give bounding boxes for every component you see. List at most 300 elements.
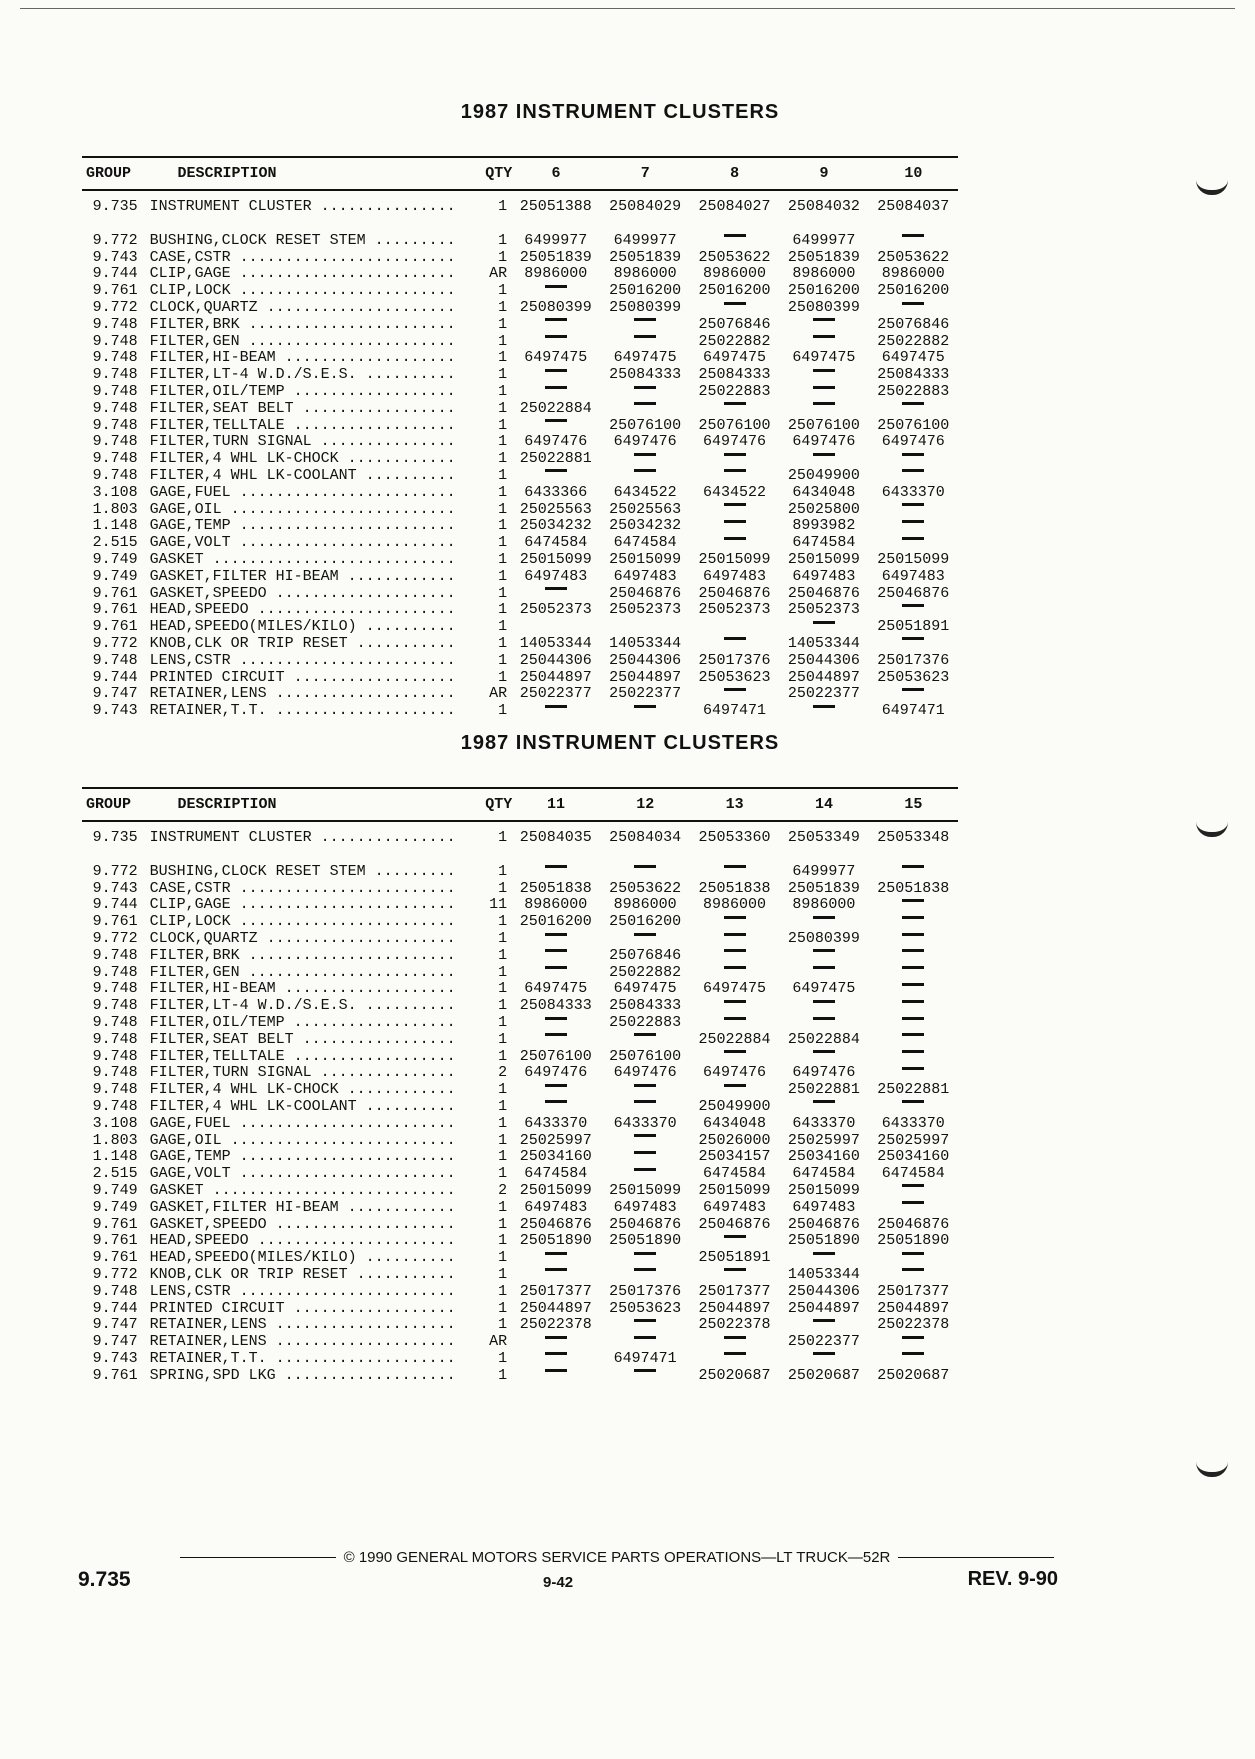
part-number-cell — [779, 948, 868, 965]
copyright-text: © 1990 GENERAL MOTORS SERVICE PARTS OPERATIONS—LT TRUCK—52R — [343, 1549, 891, 1566]
group-cell: 1.148 — [92, 1148, 138, 1166]
part-number-cell: 25046876 — [698, 1215, 771, 1233]
part-number-cell: 25084333 — [698, 366, 771, 384]
group-cell: 9.735 — [92, 198, 138, 215]
part-number-cell: 25020687 — [787, 1366, 860, 1384]
part-number-cell: 6497476 — [524, 433, 588, 451]
not-applicable-dash — [902, 865, 924, 868]
not-applicable-dash — [724, 1050, 746, 1053]
part-number-cell: 25080399 — [787, 929, 860, 947]
part-number-cell: 25022883 — [698, 382, 771, 400]
part-number-cell: 6497476 — [703, 433, 767, 451]
not-applicable-dash — [813, 1319, 835, 1322]
not-applicable-dash — [902, 1000, 924, 1003]
part-number-cell: 6497475 — [524, 349, 588, 367]
part-number-cell — [690, 636, 779, 653]
qty-cell: 1 — [498, 1165, 508, 1183]
part-number-cell: 25051890 — [877, 1232, 950, 1250]
part-number-cell — [690, 1351, 779, 1368]
not-applicable-dash — [813, 386, 835, 389]
description-cell: FILTER,BRK ....................... — [149, 316, 456, 333]
not-applicable-dash — [813, 621, 835, 624]
group-cell: 9.748 — [92, 1047, 138, 1065]
part-number-cell: 25016200 — [609, 282, 682, 300]
part-number-cell — [511, 418, 600, 435]
header-col: 9 — [819, 165, 829, 182]
not-applicable-dash — [724, 949, 746, 952]
group-cell: 9.748 — [92, 433, 138, 451]
part-number-cell: 14053344 — [787, 1265, 860, 1283]
part-number-cell — [779, 914, 868, 931]
not-applicable-dash — [724, 637, 746, 640]
part-number-cell: 25044897 — [519, 668, 592, 686]
not-applicable-dash — [724, 865, 746, 868]
not-applicable-dash — [813, 1352, 835, 1355]
part-number-cell: 6497475 — [613, 980, 677, 998]
not-applicable-dash — [813, 318, 835, 321]
part-number-cell: 25076100 — [519, 1047, 592, 1065]
group-cell: 9.744 — [92, 896, 138, 914]
not-applicable-dash — [545, 865, 567, 868]
not-applicable-dash — [545, 949, 567, 952]
part-number-cell: 6497476 — [792, 1064, 856, 1082]
part-number-cell — [779, 1049, 868, 1066]
not-applicable-dash — [813, 1252, 835, 1255]
part-number-cell — [690, 619, 779, 636]
part-number-cell: 25026000 — [698, 1131, 771, 1149]
not-applicable-dash — [724, 520, 746, 523]
description-cell: FILTER,4 WHL LK-COOLANT .......... — [149, 1098, 456, 1115]
group-cell: 9.735 — [92, 829, 138, 846]
qty-cell: 1 — [498, 1316, 508, 1334]
qty-cell: 1 — [498, 1148, 508, 1166]
part-number-cell — [869, 914, 958, 931]
group-cell: 9.749 — [92, 550, 138, 568]
part-number-cell: 6497471 — [613, 1349, 677, 1367]
description-cell: CLIP,LOCK ........................ — [149, 283, 456, 300]
group-cell: 9.748 — [92, 332, 138, 350]
qty-cell: 1 — [498, 913, 508, 931]
part-number-cell: 25034160 — [787, 1148, 860, 1166]
group-cell: 9.749 — [92, 567, 138, 585]
part-number-cell: 25051388 — [519, 198, 592, 215]
group-cell: 9.761 — [92, 1232, 138, 1250]
header-col: 14 — [814, 796, 833, 813]
group-cell: 9.748 — [92, 416, 138, 434]
part-number-cell: 25053622 — [877, 248, 950, 266]
part-number-cell — [511, 1082, 600, 1099]
part-number-cell: 6499977 — [613, 231, 677, 249]
not-applicable-dash — [902, 1033, 924, 1036]
part-number-cell: 25044897 — [787, 1299, 860, 1317]
table-row — [82, 653, 958, 670]
part-number-cell: 25044306 — [787, 651, 860, 669]
table-row — [82, 300, 958, 317]
part-number-cell: 25022377 — [609, 685, 682, 703]
not-applicable-dash — [545, 369, 567, 372]
part-number-cell: 25015099 — [519, 550, 592, 568]
description-cell: FILTER,BRK ....................... — [149, 947, 456, 964]
not-applicable-dash — [724, 503, 746, 506]
part-number-cell — [600, 1250, 689, 1267]
part-number-cell: 25025563 — [519, 500, 592, 518]
part-number-cell — [511, 468, 600, 485]
part-number-cell: 25034160 — [877, 1148, 950, 1166]
not-applicable-dash — [634, 386, 656, 389]
group-cell: 9.748 — [92, 1013, 138, 1031]
part-number-cell: 25051838 — [519, 879, 592, 897]
description-cell: RETAINER,T.T. .................... — [149, 1350, 456, 1367]
table-row — [82, 914, 958, 931]
table-row — [82, 266, 958, 283]
not-applicable-dash — [634, 1134, 656, 1137]
part-number-cell: 25016200 — [877, 282, 950, 300]
not-applicable-dash — [545, 1033, 567, 1036]
part-number-cell — [690, 451, 779, 468]
part-number-cell — [690, 1082, 779, 1099]
part-number-cell — [690, 914, 779, 931]
part-number-cell — [690, 502, 779, 519]
part-number-cell — [869, 1250, 958, 1267]
part-number-cell — [690, 233, 779, 250]
not-applicable-dash — [902, 302, 924, 305]
part-number-cell — [600, 468, 689, 485]
group-cell: 9.748 — [92, 466, 138, 484]
part-number-cell: 25022377 — [787, 685, 860, 703]
description-cell: GAGE,VOLT ........................ — [149, 1166, 456, 1183]
table-row — [82, 881, 958, 898]
table-row — [82, 1250, 958, 1267]
part-number-cell: 6433370 — [613, 1114, 677, 1132]
group-cell: 1.803 — [92, 1131, 138, 1149]
table-row — [82, 670, 958, 687]
part-number-cell — [690, 948, 779, 965]
description-cell: FILTER,4 WHL LK-CHOCK ............ — [149, 1082, 456, 1099]
part-number-cell: 25051839 — [519, 248, 592, 266]
part-number-cell: 6433370 — [881, 1114, 945, 1132]
part-number-cell: 25044897 — [877, 1299, 950, 1317]
part-number-cell — [779, 1099, 868, 1116]
qty-cell: 1 — [498, 433, 508, 451]
part-number-cell — [690, 468, 779, 485]
part-number-cell: 25051838 — [698, 879, 771, 897]
group-cell: 9.748 — [92, 946, 138, 964]
part-number-cell: 25022882 — [877, 332, 950, 350]
not-applicable-dash — [902, 916, 924, 919]
binder-ring-mark — [1196, 180, 1228, 195]
part-number-cell: 25051839 — [609, 248, 682, 266]
part-number-cell — [869, 1267, 958, 1284]
qty-cell: 2 — [498, 1181, 508, 1199]
not-applicable-dash — [724, 1000, 746, 1003]
part-number-cell — [511, 1099, 600, 1116]
part-number-cell — [690, 300, 779, 317]
not-applicable-dash — [724, 1336, 746, 1339]
table-row — [82, 350, 958, 367]
part-number-cell — [779, 384, 868, 401]
part-number-cell: 6434048 — [792, 483, 856, 501]
part-number-cell — [869, 636, 958, 653]
section-title: 1987 INSTRUMENT CLUSTERS — [460, 101, 780, 123]
part-number-cell: 6497476 — [881, 433, 945, 451]
header-qty: QTY — [485, 165, 513, 182]
qty-cell: AR — [489, 1333, 508, 1351]
group-cell: 9.748 — [92, 450, 138, 468]
part-number-cell: 25084029 — [609, 198, 682, 215]
not-applicable-dash — [634, 1319, 656, 1322]
group-cell: 9.748 — [92, 1097, 138, 1115]
qty-cell: 1 — [498, 829, 508, 846]
group-cell: 9.748 — [92, 963, 138, 981]
table-row — [82, 518, 958, 535]
not-applicable-dash — [634, 705, 656, 708]
part-number-cell — [511, 283, 600, 300]
description-cell: GASKET,FILTER HI-BEAM ............ — [149, 1199, 456, 1216]
part-number-cell: 6497476 — [792, 433, 856, 451]
group-cell: 2.515 — [92, 534, 138, 552]
description-cell: FILTER,TELLTALE .................. — [149, 1048, 456, 1065]
part-number-cell: 6433366 — [524, 483, 588, 501]
part-number-cell — [600, 1082, 689, 1099]
not-applicable-dash — [545, 1252, 567, 1255]
part-number-cell: 6497475 — [881, 349, 945, 367]
not-applicable-dash — [545, 419, 567, 422]
part-number-cell: 6497483 — [792, 1198, 856, 1216]
description-cell: FILTER,HI-BEAM ................... — [149, 981, 456, 998]
part-number-cell: 6474584 — [792, 1165, 856, 1183]
part-number-cell: 25022884 — [519, 399, 592, 417]
description-cell: CLIP,GAGE ........................ — [149, 266, 456, 283]
group-cell: 9.743 — [92, 879, 138, 897]
qty-cell: 1 — [498, 1249, 508, 1267]
part-number-cell — [511, 1351, 600, 1368]
part-number-cell — [869, 1334, 958, 1351]
footer-rule — [898, 1557, 1054, 1558]
description-cell: GASKET ........................... — [149, 1182, 456, 1199]
part-number-cell: 25044897 — [609, 668, 682, 686]
part-number-cell — [779, 703, 868, 720]
qty-cell: 1 — [498, 1047, 508, 1065]
table-row — [82, 619, 958, 636]
part-number-cell — [511, 948, 600, 965]
part-number-cell: 6497483 — [703, 567, 767, 585]
table-row — [82, 897, 958, 914]
table-row — [82, 1301, 958, 1318]
part-number-cell: 6497476 — [613, 1064, 677, 1082]
description-cell: INSTRUMENT CLUSTER ............... — [149, 830, 456, 846]
group-cell: 9.748 — [92, 1081, 138, 1099]
description-cell: RETAINER,T.T. .................... — [149, 703, 456, 720]
table-row — [82, 468, 958, 485]
group-cell: 9.748 — [92, 349, 138, 367]
not-applicable-dash — [545, 335, 567, 338]
not-applicable-dash — [902, 1017, 924, 1020]
header-col: 15 — [904, 796, 923, 813]
not-applicable-dash — [634, 1084, 656, 1087]
part-number-cell: 6497483 — [881, 567, 945, 585]
table-row — [82, 552, 958, 569]
part-number-cell: 6497475 — [524, 980, 588, 998]
header-col: 10 — [904, 165, 923, 182]
not-applicable-dash — [545, 705, 567, 708]
qty-cell: 2 — [498, 1064, 508, 1082]
part-number-cell: 25052373 — [698, 601, 771, 619]
qty-cell: 1 — [498, 1131, 508, 1149]
table-row — [82, 686, 958, 703]
description-cell: RETAINER,LENS .................... — [149, 1334, 456, 1351]
table-row — [82, 434, 958, 451]
part-number-cell — [600, 1166, 689, 1183]
qty-cell: 1 — [498, 1215, 508, 1233]
table-row — [82, 1149, 958, 1166]
table-row — [82, 703, 958, 720]
not-applicable-dash — [813, 402, 835, 405]
part-number-cell — [600, 384, 689, 401]
table-row — [82, 502, 958, 519]
table-row — [82, 586, 958, 603]
qty-cell: 1 — [498, 946, 508, 964]
not-applicable-dash — [545, 966, 567, 969]
section-title: 1987 INSTRUMENT CLUSTERS — [460, 732, 780, 754]
description-cell: GAGE,FUEL ........................ — [149, 484, 456, 501]
part-number-cell: 25022378 — [519, 1316, 592, 1334]
table-row — [82, 1284, 958, 1301]
qty-cell: 1 — [498, 963, 508, 981]
page-footer — [78, 1549, 1058, 1592]
part-number-cell — [600, 931, 689, 948]
table-row — [82, 199, 958, 216]
part-number-cell: 25022882 — [609, 963, 682, 981]
description-cell: KNOB,CLK OR TRIP RESET ........... — [149, 1266, 456, 1283]
header-group: GROUP — [86, 165, 132, 182]
not-applicable-dash — [724, 1017, 746, 1020]
description-cell: FILTER,LT-4 W.D./S.E.S. .......... — [149, 367, 456, 384]
table-row — [82, 998, 958, 1015]
table-row — [82, 317, 958, 334]
part-number-cell: 25053622 — [698, 248, 771, 266]
part-number-cell — [511, 1032, 600, 1049]
part-number-cell: 25051839 — [787, 248, 860, 266]
part-number-cell: 25022884 — [698, 1030, 771, 1048]
part-number-cell: 25076846 — [698, 315, 771, 333]
table-row — [82, 1015, 958, 1032]
part-number-cell: 8993982 — [792, 517, 856, 535]
part-number-cell — [779, 367, 868, 384]
part-number-cell — [690, 931, 779, 948]
part-number-cell: 8986000 — [524, 896, 588, 914]
description-cell: FILTER,4 WHL LK-CHOCK ............ — [149, 451, 456, 468]
not-applicable-dash — [724, 402, 746, 405]
qty-cell: 1 — [498, 366, 508, 384]
header-description: DESCRIPTION — [177, 796, 277, 813]
table-row — [82, 1200, 958, 1217]
part-number-cell: 25017376 — [609, 1282, 682, 1300]
part-number-cell: 25044306 — [787, 1282, 860, 1300]
part-number-cell: 25044897 — [698, 1299, 771, 1317]
part-number-cell: 25025800 — [787, 500, 860, 518]
not-applicable-dash — [902, 469, 924, 472]
not-applicable-dash — [813, 916, 835, 919]
group-cell: 9.748 — [92, 382, 138, 400]
part-number-cell — [511, 703, 600, 720]
description-cell: CLIP,LOCK ........................ — [149, 914, 456, 931]
table-row — [82, 948, 958, 965]
part-number-cell: 25044897 — [519, 1299, 592, 1317]
group-number: 9.735 — [78, 1568, 131, 1591]
header-group: GROUP — [86, 796, 132, 813]
part-number-cell — [779, 998, 868, 1015]
not-applicable-dash — [724, 933, 746, 936]
not-applicable-dash — [545, 1336, 567, 1339]
qty-cell: 1 — [498, 315, 508, 333]
part-number-cell — [690, 998, 779, 1015]
description-cell: PRINTED CIRCUIT .................. — [149, 669, 456, 686]
table-row — [82, 1317, 958, 1334]
qty-cell: 1 — [498, 601, 508, 619]
part-number-cell — [600, 1032, 689, 1049]
description-cell: RETAINER,LENS .................... — [149, 1317, 456, 1334]
part-number-cell: 6497483 — [524, 567, 588, 585]
table-row — [82, 334, 958, 351]
not-applicable-dash — [902, 933, 924, 936]
description-cell: FILTER,HI-BEAM ................... — [149, 350, 456, 367]
description-cell: PRINTED CIRCUIT .................. — [149, 1300, 456, 1317]
qty-cell: 1 — [498, 450, 508, 468]
part-number-cell: 25049900 — [787, 466, 860, 484]
group-cell: 9.748 — [92, 1064, 138, 1082]
qty-cell: 1 — [498, 651, 508, 669]
part-number-cell — [600, 1133, 689, 1150]
part-number-cell — [779, 451, 868, 468]
part-number-cell — [869, 998, 958, 1015]
table-row — [82, 1082, 958, 1099]
part-number-cell: 25053360 — [698, 829, 771, 846]
part-number-cell: 8986000 — [881, 265, 945, 283]
description-cell: FILTER,TURN SIGNAL ............... — [149, 1065, 456, 1082]
part-number-cell — [779, 965, 868, 982]
description-cell: FILTER,OIL/TEMP .................. — [149, 383, 456, 400]
table-row — [82, 636, 958, 653]
not-applicable-dash — [545, 1268, 567, 1271]
table-row — [82, 1217, 958, 1234]
qty-cell: 1 — [498, 1366, 508, 1384]
part-number-cell: 25052373 — [787, 601, 860, 619]
qty-cell: 1 — [498, 416, 508, 434]
not-applicable-dash — [634, 1369, 656, 1372]
qty-cell: 1 — [498, 862, 508, 880]
part-number-cell — [511, 931, 600, 948]
part-number-cell — [600, 1317, 689, 1334]
description-cell: SPRING,SPD LKG ................... — [149, 1367, 456, 1384]
not-applicable-dash — [634, 1168, 656, 1171]
group-cell: 9.772 — [92, 231, 138, 249]
header-col: 8 — [730, 165, 740, 182]
part-number-cell: 25017377 — [877, 1282, 950, 1300]
qty-cell: 1 — [498, 231, 508, 249]
part-number-cell — [600, 619, 689, 636]
part-number-cell: 6497475 — [792, 980, 856, 998]
part-number-cell — [869, 1065, 958, 1082]
part-number-cell: 6497471 — [703, 702, 767, 720]
qty-cell: 1 — [498, 382, 508, 400]
part-number-cell — [600, 1368, 689, 1385]
group-cell: 9.761 — [92, 584, 138, 602]
part-number-cell: 6497476 — [524, 1064, 588, 1082]
qty-cell: 1 — [498, 1081, 508, 1099]
header-col: 11 — [546, 796, 565, 813]
not-applicable-dash — [902, 402, 924, 405]
not-applicable-dash — [724, 1268, 746, 1271]
